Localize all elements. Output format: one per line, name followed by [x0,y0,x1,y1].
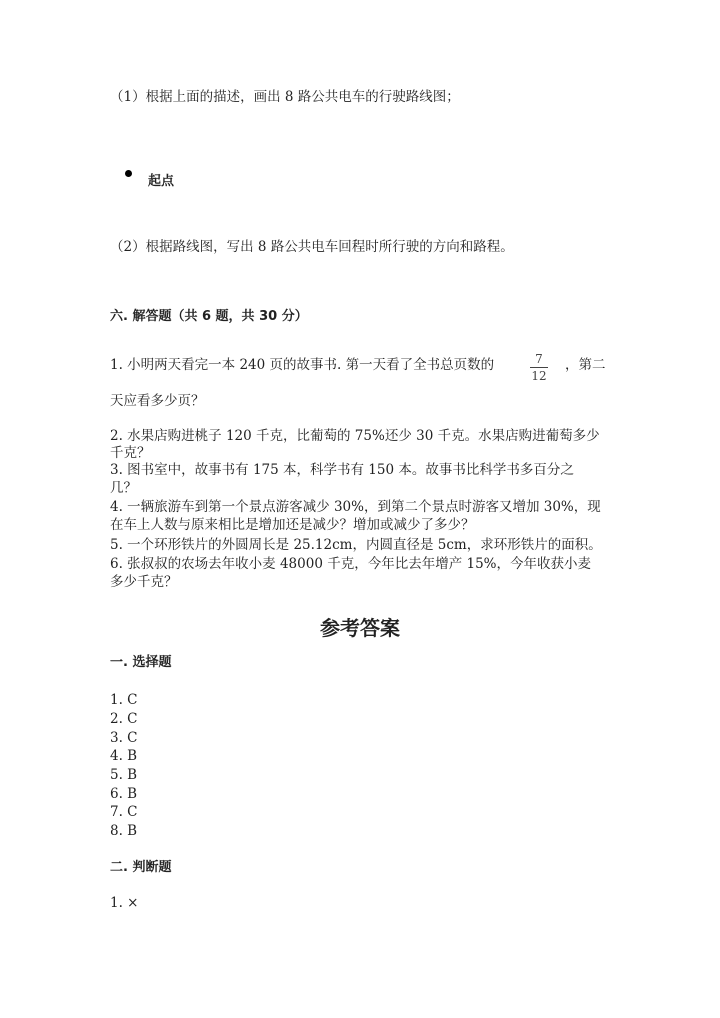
answers-section2-heading: 二. 判断题 [110,860,172,875]
answer-item: 3. C [110,730,138,746]
question-line: 在车上人数与原来相比是增加还是减少？增加或减少了多少？ [110,517,475,533]
fraction-denominator: 12 [531,369,547,383]
answer-item: 8. B [110,823,138,839]
answer-item: 2. C [110,711,138,727]
start-label: 起点 [148,174,175,189]
question-line: 几？ [110,480,137,496]
answer-item: 5. B [110,767,138,783]
part2-instruction: （2）根据路线图，写出 8 路公共电车回程时所行驶的方向和路程。 [110,239,514,255]
answer-item: 1. × [110,895,139,911]
part1-instruction: （1）根据上面的描述，画出 8 路公共电车的行驶路线图； [110,89,460,105]
answer-item: 1. C [110,692,138,708]
fraction [530,352,548,383]
question-1-text: 1. 小明两天看完一本 240 页的故事书. 第一天看了全书总页数的 [110,357,495,373]
section6-heading: 六. 解答题（共 6 题，共 30 分） [110,309,308,324]
answer-item: 6. B [110,786,138,802]
question-line: 5. 一个环形铁片的外圆周长是 25.12cm，内圆直径是 5cm，求环形铁片的面积。 [110,537,602,553]
answer-item: 4. B [110,748,138,764]
question-line: 2. 水果店购进桃子 120 千克，比葡萄的 75%还少 30 千克。水果店购进葡萄多少 [110,428,600,444]
question-line: 4. 一辆旅游车到第一个景点游客减少 30%，到第二个景点时游客又增加 30%，现 [110,499,601,515]
question-1-text-cont: ，第二 [565,357,606,373]
question-line: 多少千克？ [110,574,178,590]
question-line: 6. 张叔叔的农场去年收小麦 48000 千克，今年比去年增产 15%，今年收获小麦 [110,556,591,572]
answers-section1-heading: 一. 选择题 [110,655,172,670]
start-point-marker [125,170,132,177]
fraction-numerator: 7 [535,352,543,366]
answers-title: 参考答案 [320,616,400,640]
answer-item: 7. C [110,804,138,820]
question-line: 千克？ [110,445,151,461]
question-line: 3. 图书室中，故事书有 175 本，科学书有 150 本。故事书比科学书多百分之 [110,462,574,478]
question-1-text-end: 天应看多少页？ [110,393,205,409]
